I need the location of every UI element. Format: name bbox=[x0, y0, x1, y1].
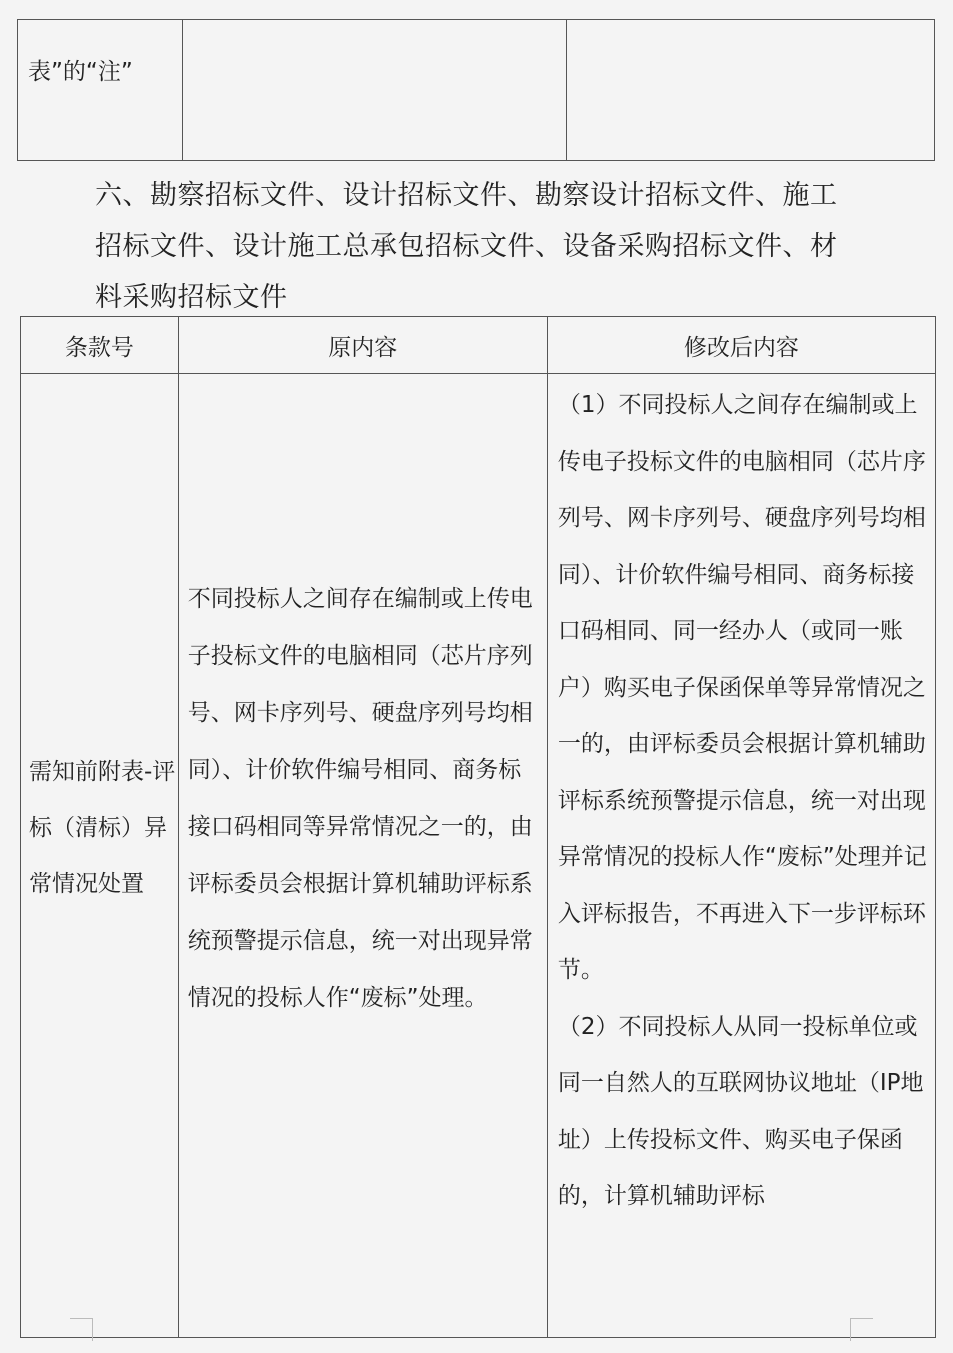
table-row bbox=[18, 20, 935, 161]
modified-content-cell bbox=[547, 374, 935, 1338]
column-header: 修改后内容 bbox=[547, 317, 935, 374]
section-heading: 六、勘察招标文件、设计招标文件、勘察设计招标文件、施工招标文件、设计施工总承包招标文件、设备采购招标文件、材料采购招标文件 bbox=[95, 180, 838, 313]
column-header: 原内容 bbox=[178, 317, 547, 374]
original-content-cell bbox=[178, 374, 547, 1338]
modified-content-text bbox=[548, 377, 935, 1225]
original-content-text: 不同投标人之间存在编制或上传电子投标文件的电脑相同（芯片序列号、网卡序列号、硬盘序列号均相同）、计价软件编号相同、商务标接口码相同等异常情况之一的，由评标委员会根据计算机辅助评标系统预警提示信息，统一对出现异常情况的投标人作“废标”处理。 bbox=[187, 586, 533, 1011]
clause-text: 需知前附表-评标（清标）异常情况处置 bbox=[29, 759, 176, 897]
table-header-row bbox=[21, 317, 936, 374]
column-header: 条款号 bbox=[21, 317, 179, 374]
amendment-table bbox=[20, 316, 936, 1338]
modified-paragraph-2: （2）不同投标人从同一投标单位或同一自然人的互联网协议地址（IP地址）上传投标文件、购买电子保函的，计算机辅助评标 bbox=[557, 1013, 924, 1209]
crop-mark bbox=[70, 1318, 93, 1341]
top-table-fragment bbox=[17, 19, 935, 161]
modified-paragraph-1: （1）不同投标人之间存在编制或上传电子投标文件的电脑相同（芯片序列号、网卡序列号、硬盘序列号均相同）、计价软件编号相同、商务标接口码相同、同一经办人（或同一账户）购买电子保函保单等异常情况之一的，由评标委员会根据计算机辅助评标系统预警提示信息，统一对出现异常情况的投标人作“废标”处理并记入评标报告，不再进入下一步评标环节。 bbox=[557, 392, 927, 983]
crop-mark bbox=[850, 1318, 873, 1341]
clause-cell bbox=[21, 374, 179, 1338]
table-row bbox=[21, 374, 936, 1338]
table-cell bbox=[566, 20, 934, 161]
table-cell bbox=[182, 20, 566, 161]
cell-text: 表”的“注” bbox=[28, 59, 133, 85]
table-cell bbox=[18, 20, 183, 161]
